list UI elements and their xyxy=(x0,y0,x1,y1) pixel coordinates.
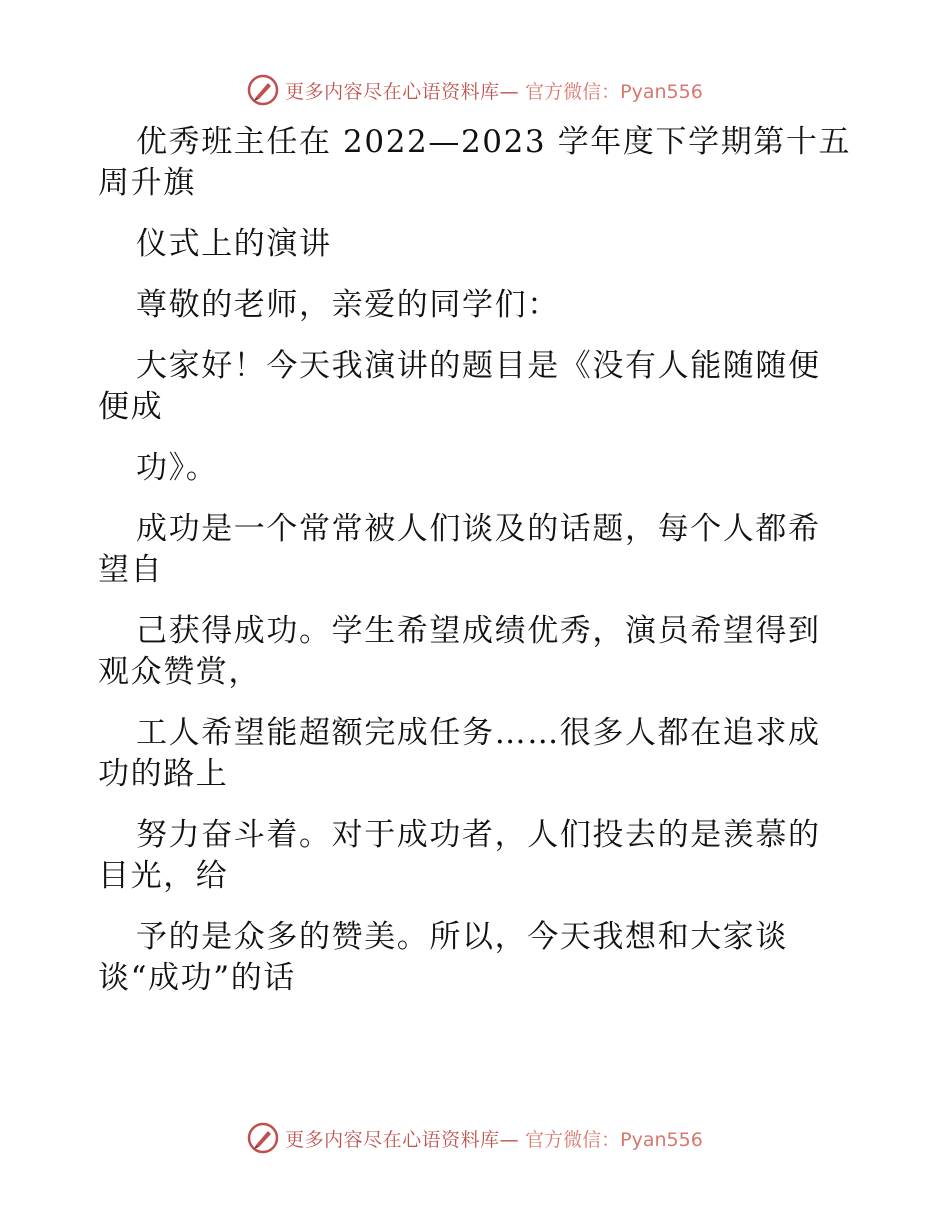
quill-pen-icon xyxy=(247,1122,279,1154)
text-line: 工人希望能超额完成任务……很多人都在追求成 xyxy=(136,715,821,751)
document-body xyxy=(98,122,858,999)
watermark-text: 更多内容尽在心语资料库— xyxy=(285,1128,520,1151)
text-line: 努力奋斗着。对于成功者，人们投去的是羡慕的 xyxy=(136,817,821,853)
text-line: 目光，给 xyxy=(98,858,229,894)
footer-watermark xyxy=(0,1118,950,1158)
text-line: 予的是众多的赞美。所以，今天我想和大家谈 xyxy=(136,919,788,955)
text-line: 观众赞赏， xyxy=(98,654,261,690)
watermark-suffix: 官方微信：Pyan556 xyxy=(525,80,703,103)
text-line: 周升旗 xyxy=(98,165,196,201)
text-line: 便成 xyxy=(98,389,164,425)
text-line: 功》。 xyxy=(136,450,219,486)
watermark-text: 更多内容尽在心语资料库— xyxy=(285,80,520,103)
text-line: 望自 xyxy=(98,552,164,588)
header-watermark xyxy=(0,70,950,110)
text-line: 功的路上 xyxy=(98,756,229,792)
text-line: 优秀班主任在 2022—2023 学年度下学期第十五 xyxy=(136,124,852,160)
text-line: 大家好！今天我演讲的题目是《没有人能随随便 xyxy=(136,348,821,384)
text-line: 谈“成功”的话 xyxy=(98,960,296,996)
text-line: 仪式上的演讲 xyxy=(136,226,332,262)
text-line: 尊敬的老师，亲爱的同学们： xyxy=(136,287,560,323)
text-line: 己获得成功。学生希望成绩优秀，演员希望得到 xyxy=(136,613,821,649)
quill-pen-icon xyxy=(247,74,279,106)
text-line: 成功是一个常常被人们谈及的话题，每个人都希 xyxy=(136,511,821,547)
watermark-suffix: 官方微信：Pyan556 xyxy=(525,1128,703,1151)
